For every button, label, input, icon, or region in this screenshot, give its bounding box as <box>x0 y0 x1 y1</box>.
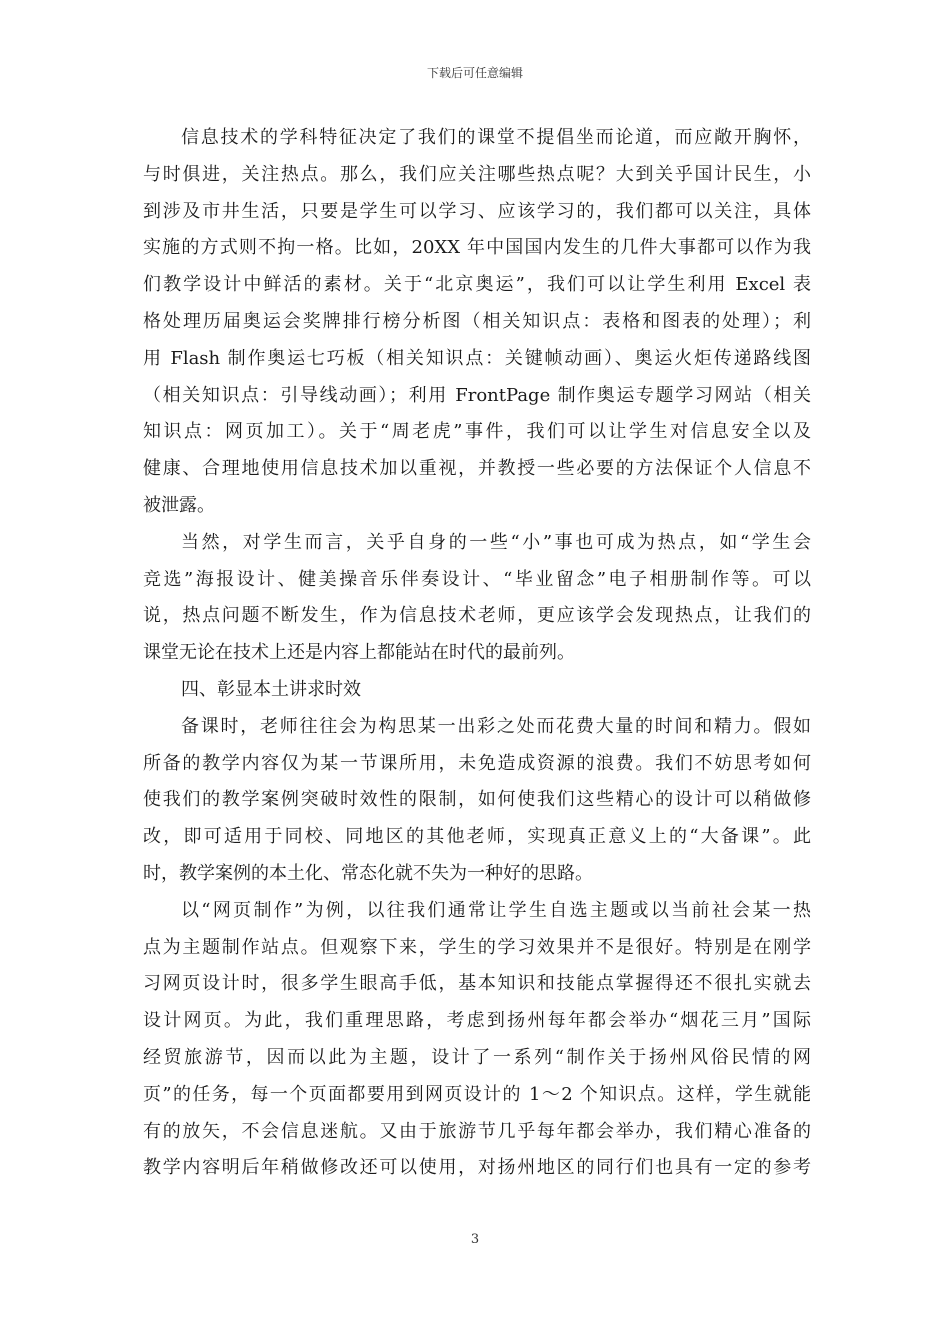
paragraph-line: 设计网页。为此，我们重理思路，考虑到扬州每年都会举办“烟花三月”国际 <box>143 1010 811 1032</box>
paragraph-line: 们教学设计中鲜活的素材。关于“北京奥运”，我们可以让学生利用 Excel 表 <box>143 274 811 296</box>
paragraph-line: 用 Flash 制作奥运七巧板（相关知识点：关键帧动画）、奥运火炬传递路线图 <box>143 347 811 369</box>
paragraph-line: 备课时，老师往往会为构思某一出彩之处而花费大量的时间和精力。假如 <box>181 715 811 737</box>
paragraph-line: 与时俱进，关注热点。那么，我们应关注哪些热点呢？大到关乎国计民生，小 <box>143 163 811 185</box>
paragraph-line: 使我们的教学案例突破时效性的限制，如何使我们这些精心的设计可以稍做修 <box>143 789 811 811</box>
paragraph-line: 说，热点问题不断发生，作为信息技术老师，更应该学会发现热点，让我们的 <box>143 605 811 627</box>
page-number: 3 <box>470 1232 480 1247</box>
paragraph-line: 到涉及市井生活，只要是学生可以学习、应该学习的，我们都可以关注，具体 <box>143 200 811 222</box>
paragraph-line: 以“网页制作”为例，以往我们通常让学生自选主题或以当前社会某一热 <box>181 899 811 921</box>
paragraph-line: 课堂无论在技术上还是内容上都能站在时代的最前列。 <box>143 642 575 664</box>
document-body <box>143 120 811 1187</box>
paragraph-line: 实施的方式则不拘一格。比如，20XX 年中国国内发生的几件大事都可以作为我 <box>143 237 811 259</box>
paragraph-line: （相关知识点：引导线动画）；利用 FrontPage 制作奥运专题学习网站（相关 <box>143 384 811 406</box>
paragraph-line: 点为主题制作站点。但观察下来，学生的学习效果并不是很好。特别是在刚学 <box>143 936 811 958</box>
paragraph-line: 当然，对学生而言，关乎自身的一些“小”事也可成为热点，如“学生会 <box>181 531 811 553</box>
paragraph-line: 时，教学案例的本土化、常态化就不失为一种好的思路。 <box>143 862 593 884</box>
paragraph-line: 格处理历届奥运会奖牌排行榜分析图（相关知识点：表格和图表的处理）；利 <box>143 310 811 332</box>
paragraph-line: 信息技术的学科特征决定了我们的课堂不提倡坐而论道，而应敞开胸怀， <box>181 127 811 148</box>
paragraph-line: 教学内容明后年稍做修改还可以使用，对扬州地区的同行们也具有一定的参考 <box>143 1157 811 1179</box>
paragraph-line: 被泄露。 <box>143 494 215 516</box>
paragraph-line: 改，即可适用于同校、同地区的其他老师，实现真正意义上的“大备课”。此 <box>143 826 811 848</box>
paragraph-line: 竞选”海报设计、健美操音乐伴奏设计、“毕业留念”电子相册制作等。可以 <box>143 568 811 590</box>
page-header: 下载后可任意编辑 <box>426 66 523 80</box>
paragraph-line: 健康、合理地使用信息技术加以重视，并教授一些必要的方法保证个人信息不 <box>143 458 811 480</box>
paragraph-line: 经贸旅游节，因而以此为主题，设计了一系列“制作关于扬州风俗民情的网 <box>143 1046 811 1068</box>
paragraph-line: 所备的教学内容仅为某一节课所用，未免造成资源的浪费。我们不妨思考如何 <box>143 752 811 774</box>
paragraph-line: 有的放矢，不会信息迷航。又由于旅游节几乎每年都会举办，我们精心准备的 <box>143 1120 811 1142</box>
paragraph-line: 习网页设计时，很多学生眼高手低，基本知识和技能点掌握得还不很扎实就去 <box>143 973 811 995</box>
paragraph-line: 知识点：网页加工）。关于“周老虎”事件，我们可以让学生对信息安全以及 <box>143 421 811 443</box>
section-heading: 四、彰显本土讲求时效 <box>181 678 361 700</box>
paragraph-line: 页”的任务，每一个页面都要用到网页设计的 1～2 个知识点。这样，学生就能 <box>143 1083 811 1105</box>
